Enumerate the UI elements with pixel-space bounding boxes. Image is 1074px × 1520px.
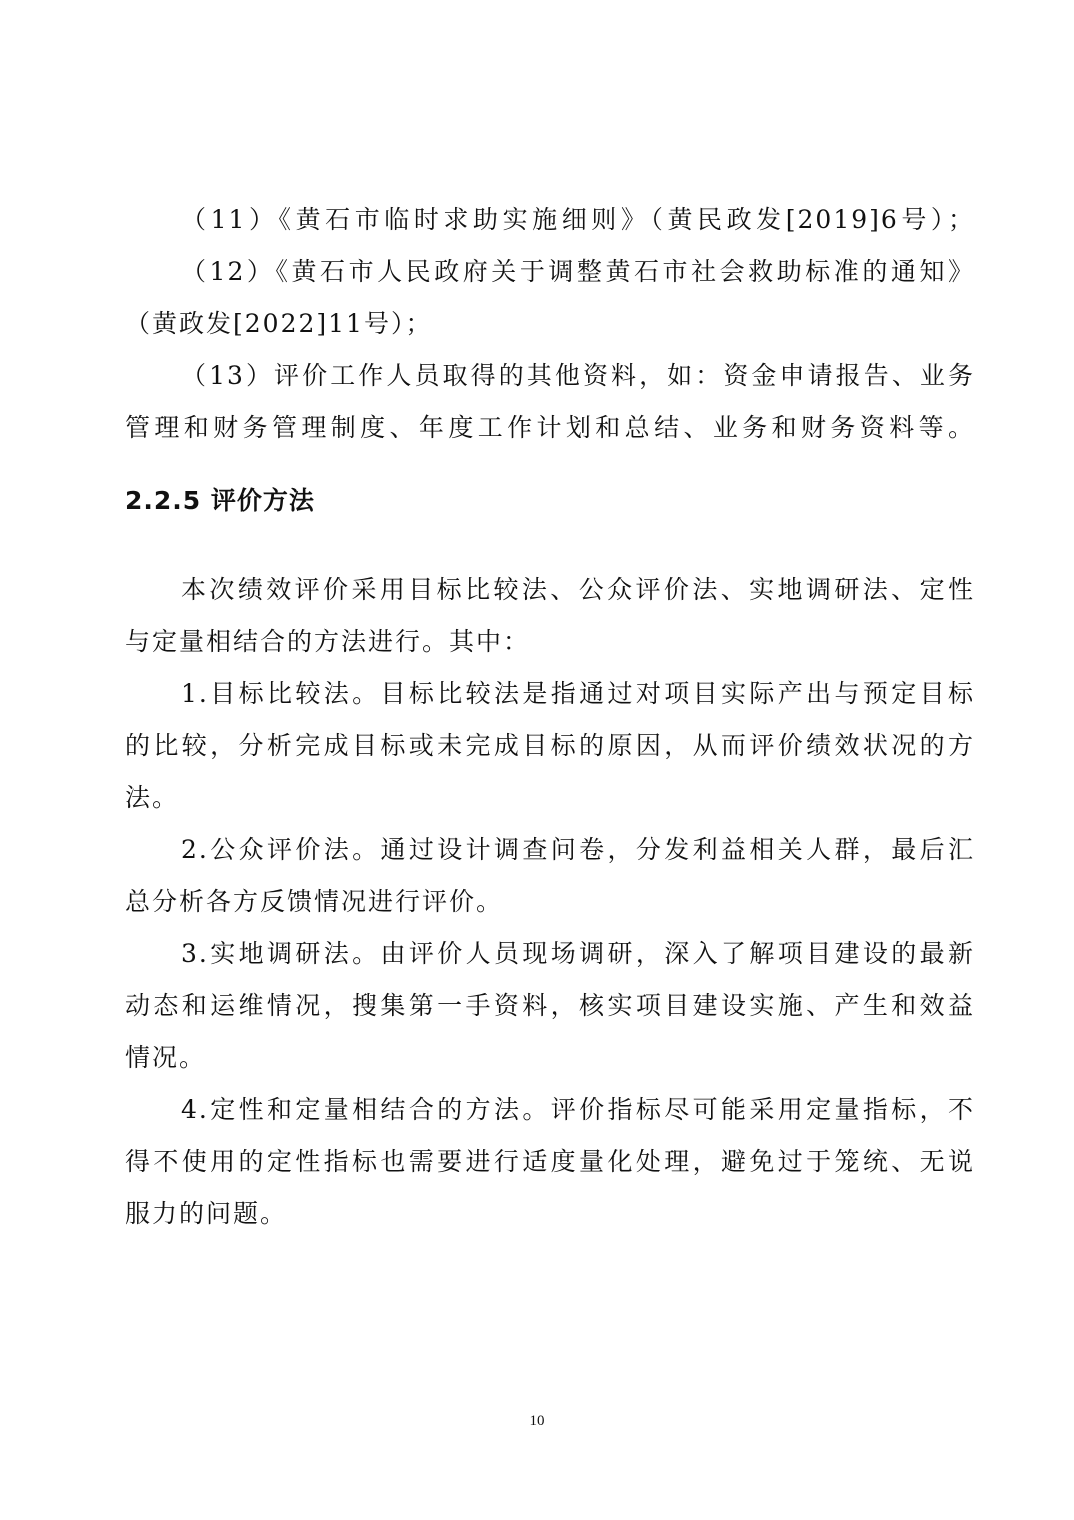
reference-item-12: （12）《黄石市人民政府关于调整黄石市社会救助标准的通知》 (181, 257, 975, 286)
intro-paragraph-continued: 与定量相结合的方法进行。其中： (125, 627, 531, 656)
method-1-paragraph: 1.目标比较法。目标比较法是指通过对项目实际产出与预定目标 (181, 679, 975, 708)
method-4-paragraph: 4.定性和定量相结合的方法。评价指标尽可能采用定量指标，不 (181, 1095, 975, 1124)
reference-item-11: （11）《黄石市临时求助实施细则》（黄民政发[2019]6号）； (181, 205, 975, 234)
method-3-paragraph: 3.实地调研法。由评价人员现场调研，深入了解项目建设的最新 (181, 939, 975, 968)
method-1-continued: 的比较，分析完成目标或未完成目标的原因，从而评价绩效状况的方 (125, 731, 975, 760)
intro-paragraph: 本次绩效评价采用目标比较法、公众评价法、实地调研法、定性 (181, 575, 975, 604)
method-1-end: 法。 (125, 783, 180, 812)
reference-item-12-continued: （黄政发[2022]11号）； (125, 309, 433, 338)
reference-item-13: （13）评价工作人员取得的其他资料，如：资金申请报告、业务 (181, 361, 975, 390)
reference-list (125, 194, 975, 454)
method-3-end: 情况。 (125, 1043, 207, 1072)
method-2-paragraph: 2.公众评价法。通过设计调查问卷，分发利益相关人群，最后汇 (181, 835, 975, 864)
method-3-continued: 动态和运维情况，搜集第一手资料，核实项目建设实施、产生和效益 (125, 991, 975, 1020)
method-2-end: 总分析各方反馈情况进行评价。 (125, 887, 504, 916)
section-heading: 2.2.5 评价方法 (125, 486, 315, 515)
method-4-continued: 得不使用的定性指标也需要进行适度量化处理，避免过于笼统、无说 (125, 1147, 975, 1176)
reference-item-13-continued: 管理和财务管理制度、年度工作计划和总结、业务和财务资料等。 (125, 413, 975, 442)
method-4-end: 服力的问题。 (125, 1199, 288, 1228)
page-number: 10 (529, 1413, 545, 1429)
section-body (125, 564, 975, 1240)
